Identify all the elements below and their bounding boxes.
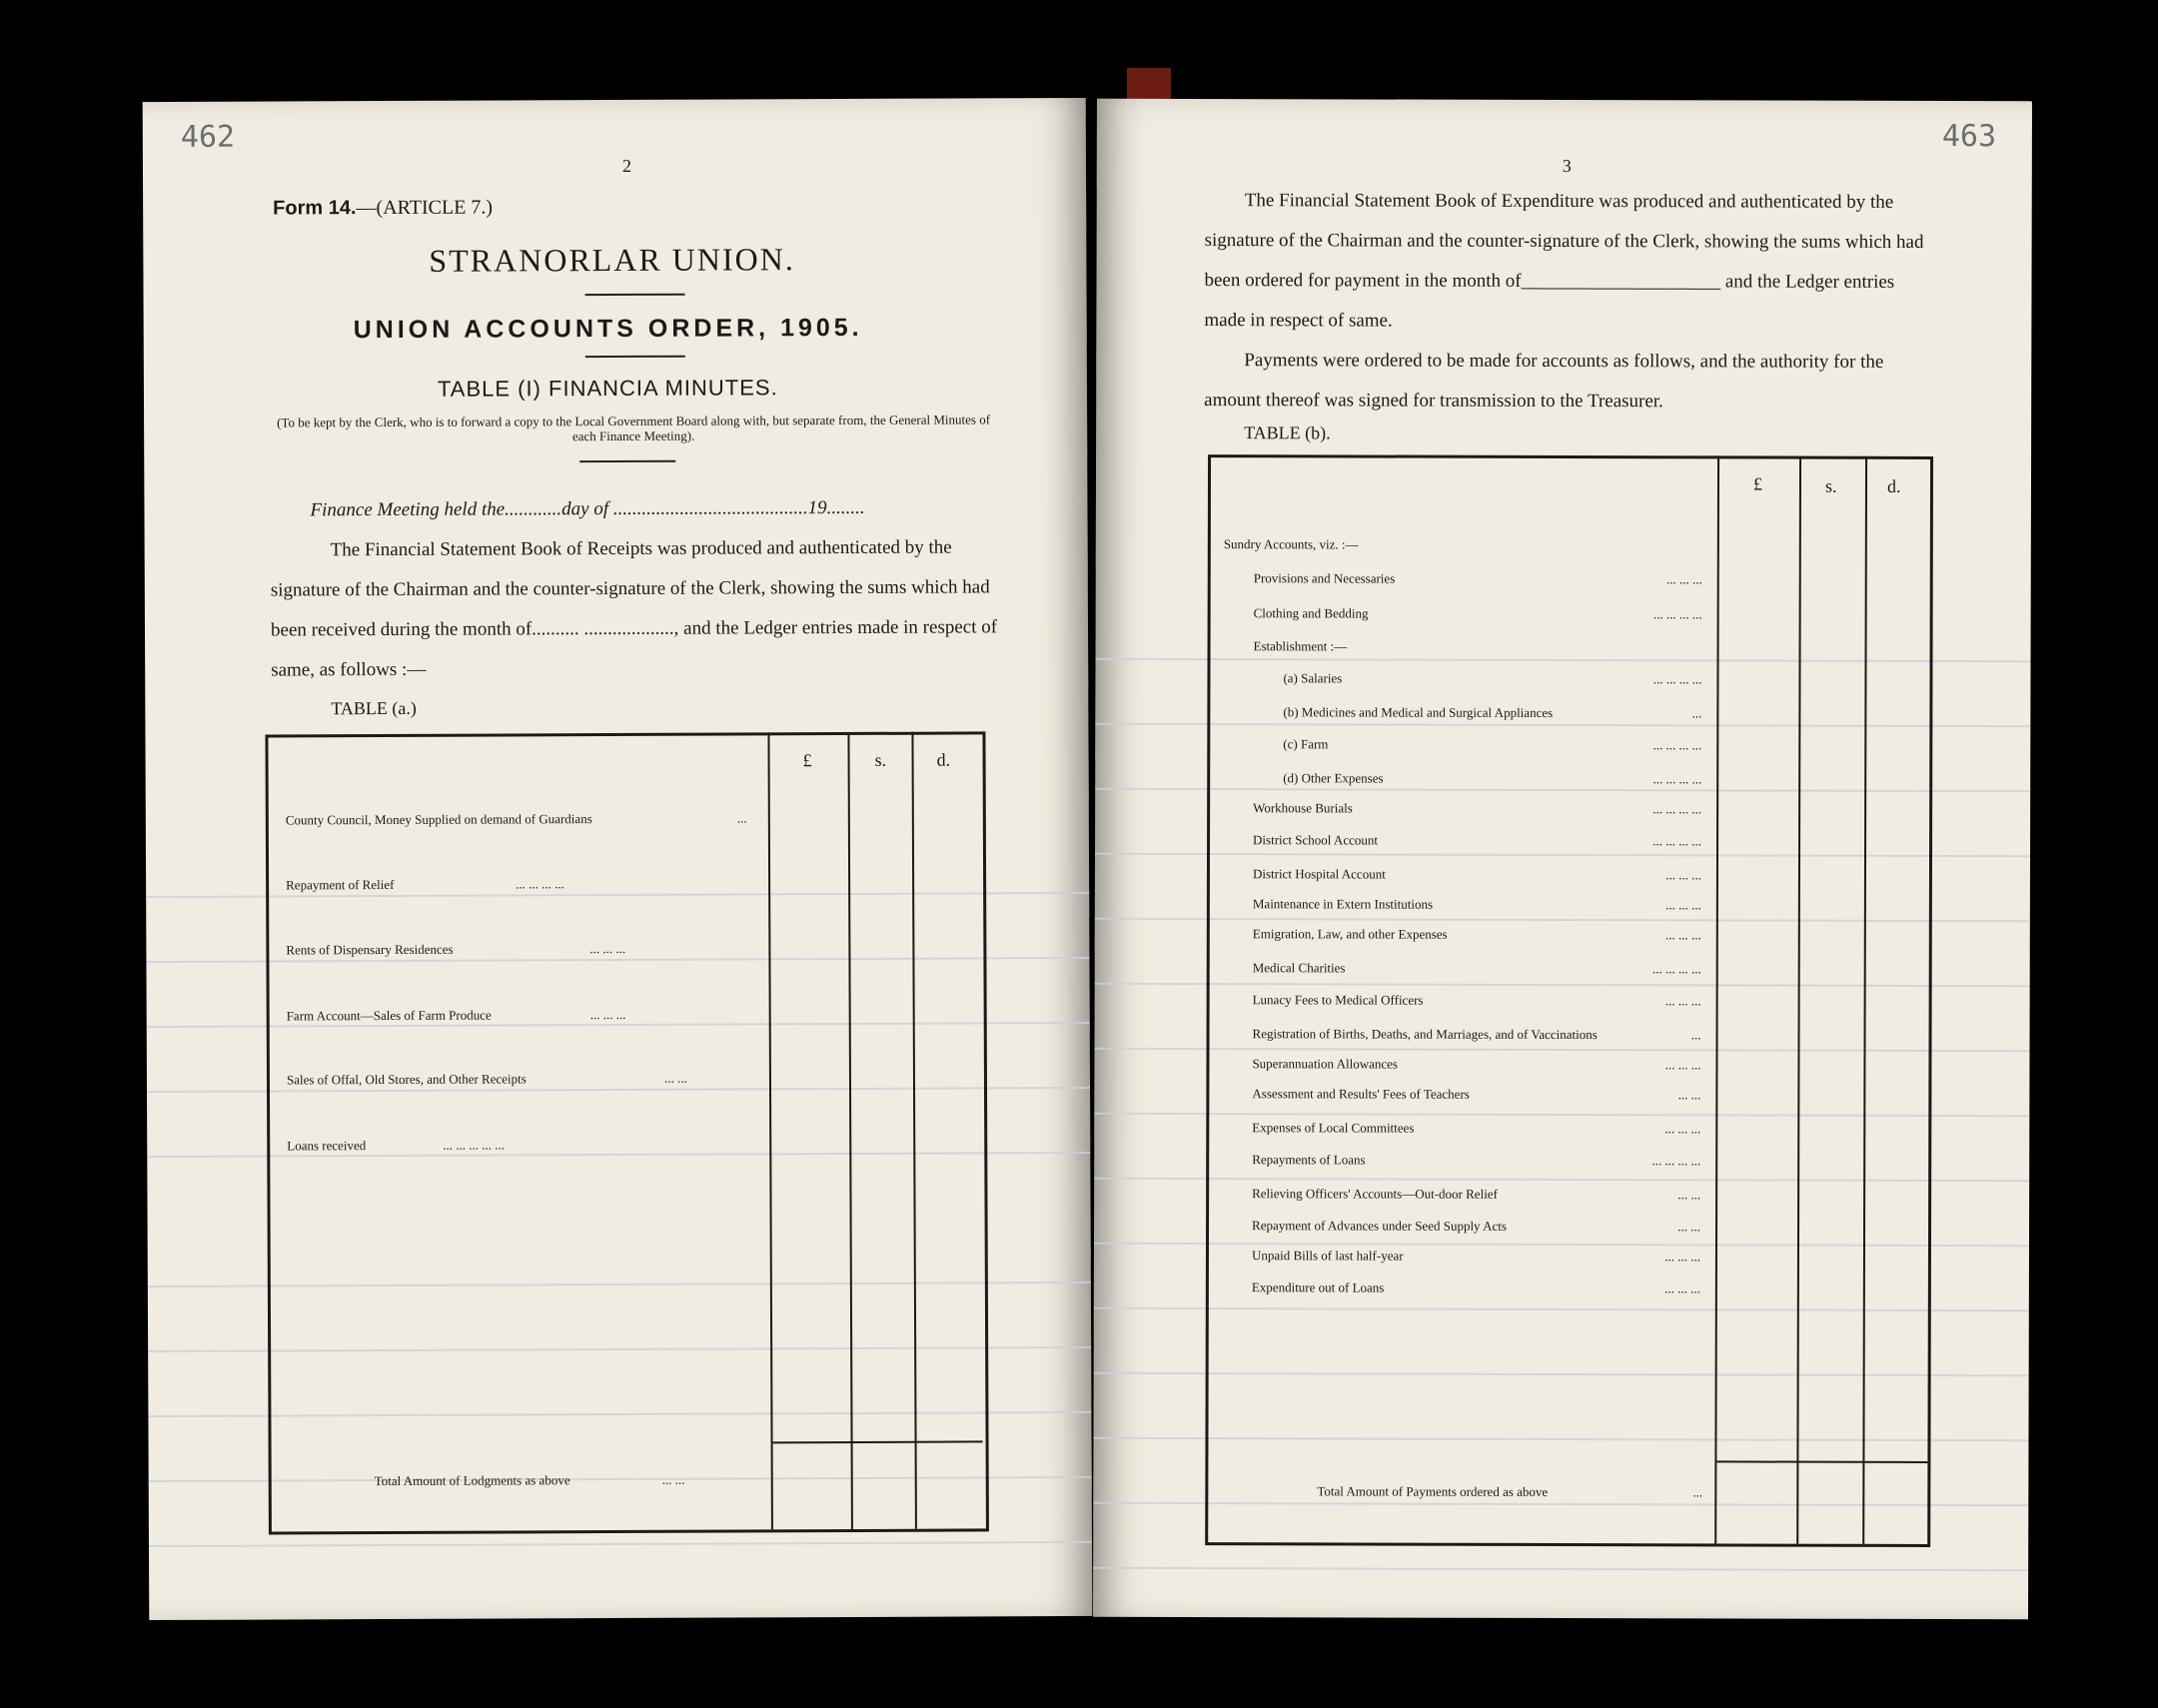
pound-column-header: £ <box>802 750 812 771</box>
leader-dots: ... ... ... <box>1665 571 1702 587</box>
table-a-row: Farm Account—Sales of Farm Produce <box>286 1007 492 1024</box>
order-title: UNION ACCOUNTS ORDER, 1905. <box>353 313 863 345</box>
leader-dots: ... ... <box>1677 1087 1701 1103</box>
leader-dots: ... ... ... ... <box>1652 671 1702 687</box>
page-number: 3 <box>1562 155 1572 177</box>
leader-dots: ... ... ... <box>589 940 626 957</box>
table-b-row: (a) Salaries <box>1283 670 1343 686</box>
leader-dots: ... ... ... ... ... <box>443 1137 506 1153</box>
table-a <box>265 731 988 1534</box>
table-a-row: County Council, Money Supplied on demand of Guardians <box>285 811 592 828</box>
table-b-row: Clothing and Bedding <box>1253 605 1369 621</box>
total-payments-label: Total Amount of Payments ordered as above <box>1317 1483 1549 1499</box>
shillings-column-header: s. <box>1824 475 1837 496</box>
leader-dots: ... ... <box>1677 1187 1701 1203</box>
leader-dots: ... ... ... ... <box>1652 771 1702 787</box>
form-number: Form 14. <box>273 197 357 220</box>
leader-dots: ... <box>1691 705 1702 721</box>
table-b-row: Repayments of Loans <box>1252 1152 1366 1168</box>
leader-dots: ... ... ... ... <box>1652 801 1702 817</box>
leader-dots: ... ... ... ... <box>1651 961 1701 977</box>
leader-dots: ... ... ... <box>1664 1249 1700 1265</box>
divider <box>585 294 685 296</box>
table-b-heading: Sundry Accounts, viz. :— <box>1223 536 1359 552</box>
left-page <box>143 98 1093 1620</box>
clerk-note: (To be kept by the Clerk, who is to forward a copy to the Local Government Board along with, but separate from, the General Minutes of each Finance Meeting). <box>277 412 991 444</box>
leader-dots: ... ... ... ... <box>1651 1153 1701 1169</box>
pence-column-header: d. <box>1886 475 1901 496</box>
table-a-row: Loans received <box>287 1138 367 1154</box>
folio-number: 463 <box>1941 118 1997 155</box>
table-b-row: (b) Medicines and Medical and Surgical Appliances <box>1283 704 1554 720</box>
leader-dots: ... ... ... ... <box>1652 737 1702 753</box>
leader-dots: ... ... <box>1677 1219 1701 1235</box>
table-b-row: (c) Farm <box>1283 736 1329 752</box>
table-b-row: Emigration, Law, and other Expenses <box>1252 926 1448 942</box>
leader-dots: ... ... ... <box>1665 927 1701 943</box>
leader-dots: ... ... ... <box>1664 1281 1700 1296</box>
leader-dots: ... ... ... <box>1665 867 1701 883</box>
table-b-row: District Hospital Account <box>1252 866 1386 882</box>
table-b-row: Maintenance in Extern Institutions <box>1252 896 1434 912</box>
table-b-row: District School Account <box>1253 832 1379 848</box>
table-a-row: Repayment of Relief <box>286 876 395 893</box>
pence-column-header: d. <box>936 749 951 770</box>
table-b-row: Unpaid Bills of last half-year <box>1251 1248 1404 1264</box>
leader-dots: ... <box>1692 1484 1703 1500</box>
table-b-row: Medical Charities <box>1252 960 1346 976</box>
leader-dots: ... ... <box>663 1070 687 1086</box>
right-page <box>1093 99 2032 1619</box>
leader-dots: ... ... ... <box>1664 993 1701 1009</box>
receipts-paragraph: The Financial Statement Book of Receipts was produced and authenticated by the signature of the Chairman and the counter-signature of the Clerk, showing the sums which had been received during the month of.......... ..................., and the Ledger entries made in respect of same, as follows :— <box>270 536 998 681</box>
table-b-row: Expenses of Local Committees <box>1252 1120 1415 1136</box>
meeting-line: Finance Meeting held the............day of .........................................19........ <box>310 496 865 521</box>
divider <box>585 356 685 358</box>
divider <box>579 460 675 462</box>
pound-column-header: £ <box>1752 473 1763 494</box>
leader-dots: ... <box>1690 1027 1701 1043</box>
table-a-row: Sales of Offal, Old Stores, and Other Receipts <box>286 1071 527 1088</box>
shillings-column-header: s. <box>874 749 887 770</box>
folio-number: 462 <box>180 119 236 155</box>
page-number: 2 <box>621 155 632 176</box>
total-lodgments-label: Total Amount of Lodgments as above <box>374 1472 570 1489</box>
table-b-row: Expenditure out of Loans <box>1251 1280 1385 1295</box>
minutes-title: TABLE (I) FINANCIA MINUTES. <box>437 375 778 402</box>
leader-dots: ... ... ... <box>1664 1121 1701 1137</box>
leader-dots: ... <box>736 810 747 826</box>
leader-dots: ... ... ... ... <box>516 876 564 892</box>
table-b-label: TABLE (b). <box>1244 423 1331 443</box>
leader-dots: ... ... <box>661 1471 685 1487</box>
leader-dots: ... ... ... <box>1665 897 1701 913</box>
table-a-row: Rents of Dispensary Residences <box>286 941 454 958</box>
table-b-row: Registration of Births, Deaths, and Marriages, and of Vaccinations <box>1252 1026 1598 1043</box>
table-b-row: Superannuation Allowances <box>1252 1056 1398 1072</box>
union-title: STRANORLAR UNION. <box>429 241 795 279</box>
table-b-row: Relieving Officers' Accounts—Out-door Relief <box>1252 1186 1498 1202</box>
table-b-row: Repayment of Advances under Seed Supply Acts <box>1252 1218 1507 1234</box>
table-b-row: Assessment and Results' Fees of Teachers <box>1252 1086 1470 1102</box>
form-designation <box>273 197 493 221</box>
expenditure-paragraph: The Financial Statement Book of Expenditure was produced and authenticated by the signature of the Chairman and the counter-signature of the Clerk, showing the sums which had been ordered for payment in the month of_____________________ and the Ledger entries made in respect of same. <box>1204 190 1924 332</box>
table-b-row: Establishment :— <box>1253 638 1348 654</box>
leader-dots: ... ... ... <box>1664 1057 1701 1073</box>
leader-dots: ... ... ... ... <box>1652 606 1702 622</box>
leader-dots: ... ... ... <box>589 1006 626 1023</box>
table-b-row: (d) Other Expenses <box>1283 770 1384 786</box>
payments-paragraph: Payments were ordered to be made for accounts as follows, and the authority for the amount thereof was signed for transmission to the Treasurer. <box>1204 350 1884 413</box>
table-a-label: TABLE (a.) <box>331 697 417 719</box>
table-b-row: Workhouse Burials <box>1253 800 1353 816</box>
form-article: —(ARTICLE 7.) <box>356 196 494 220</box>
table-b-row: Provisions and Necessaries <box>1253 570 1396 586</box>
leader-dots: ... ... ... ... <box>1652 833 1702 849</box>
table-b-row: Lunacy Fees to Medical Officers <box>1252 992 1424 1008</box>
